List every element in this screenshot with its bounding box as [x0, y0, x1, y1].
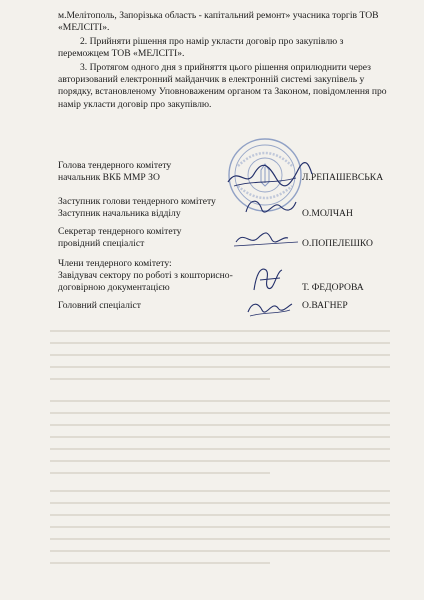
signature-5-handwritten	[244, 296, 296, 322]
signatory-1-title-line1: Голова тендерного комітету	[58, 160, 172, 171]
signatory-3-title-line2: провідний спеціаліст	[58, 238, 145, 249]
signatory-2-title	[58, 196, 216, 220]
signatory-1-title	[58, 160, 171, 184]
signatory-3-title-line1: Секретар тендерного комітету	[58, 226, 182, 237]
signatory-2-title-line1: Заступник голови тендерного комітету	[58, 196, 216, 207]
signature-3-handwritten	[232, 226, 302, 252]
signature-1-handwritten	[224, 160, 314, 192]
signatory-4-title-line2: Завідувач сектору по роботі з кошторисно-	[58, 270, 233, 281]
signatory-5-name: О.ВАГНЕР	[302, 300, 348, 311]
signatory-3-title	[58, 226, 181, 250]
paragraph-2	[58, 36, 396, 60]
signatory-4-name: Т. ФЕДОРОВА	[302, 282, 364, 293]
paragraph-3-text: 3. Протягом одного дня з прийняття цього рішення оприлюднити через авторизований електронний майданчик в електронній системі закупівель у порядку, встановленому Уповноваженим органом та Законом, повідомлення про намір укласти договір про закупівлю.	[58, 62, 387, 110]
signature-2-handwritten	[240, 192, 300, 220]
signatory-2-title-line2: Заступник начальника відділу	[58, 208, 181, 219]
signatory-4-title-line1: Члени тендерного комітету:	[58, 258, 172, 269]
signatory-4-title	[58, 258, 233, 294]
signatory-5-title	[58, 300, 141, 312]
signatory-1-name: Л.РЕПАШЕВСЬКА	[302, 172, 384, 183]
signatory-1-title-line2: начальник ВКБ ММР ЗО	[58, 172, 160, 183]
paragraph-2-text: 2. Прийняти рішення про намір укласти договір про закупівлю з переможцем ТОВ «МЕЛСІТІ».	[58, 36, 344, 60]
signatory-4-title-line3: договірною документацією	[58, 282, 170, 293]
paragraph-3	[58, 62, 396, 111]
signature-4-handwritten	[246, 262, 290, 296]
signatory-3-name: О.ПОПЕЛЕШКО	[302, 238, 373, 249]
signatory-5-title-line1: Головний спеціаліст	[58, 300, 141, 311]
signatory-2-name: О.МОЛЧАН	[302, 208, 353, 219]
paragraph-1: м.Мелітополь, Запорізька область - капітальний ремонт» учасника торгів ТОВ «МЕЛСІТІ».	[58, 10, 379, 34]
